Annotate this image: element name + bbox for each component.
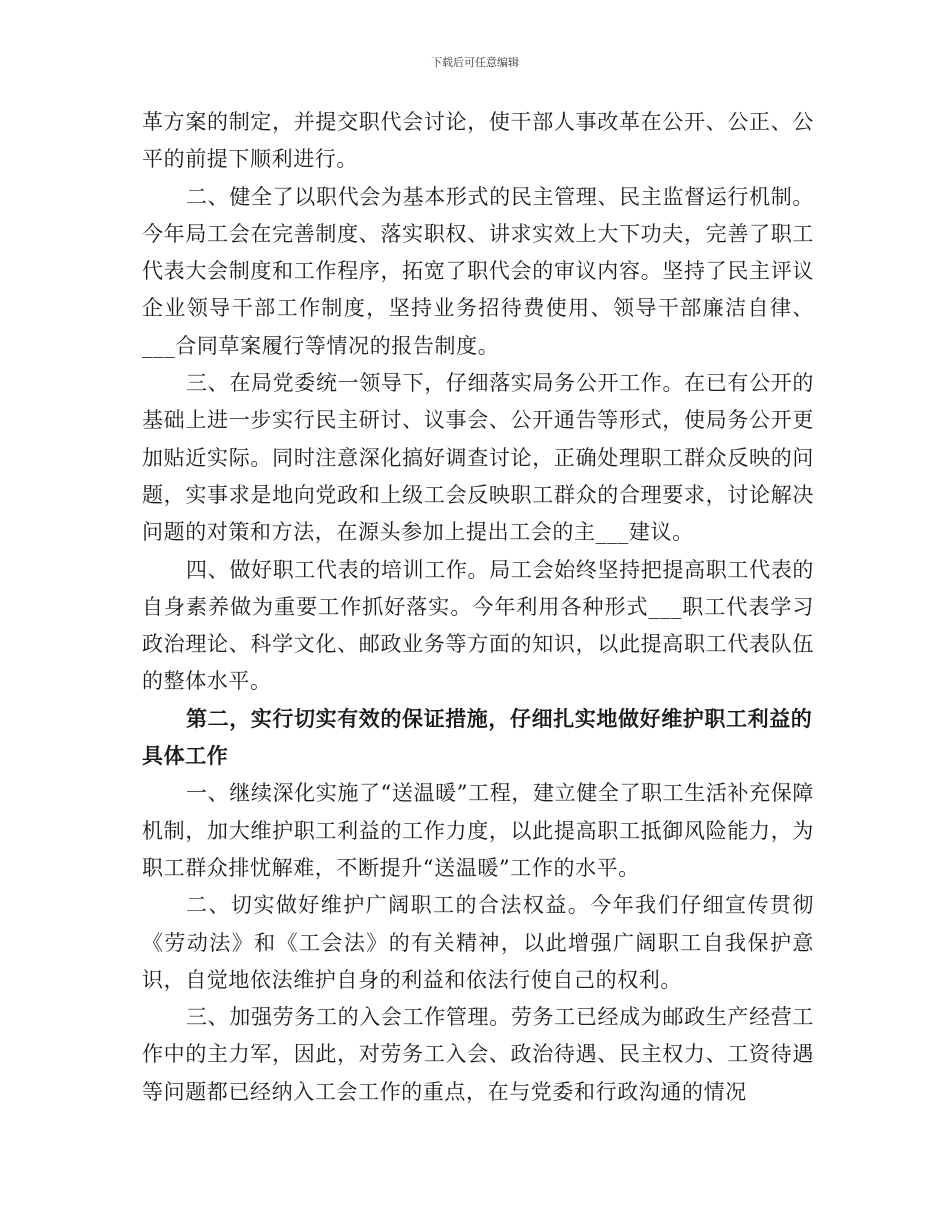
paragraph-continuation: 革方案的制定，并提交职代会讨论，使干部人事改革在公开、公正、公平的前提下顺利进行。 xyxy=(142,110,814,172)
paragraph-warmth-project: 一、继续深化实施了“送温暖”工程，建立健全了职工生活补充保障机制，加大维护职工利益的工作力度，以此提高职工抵御风险能力，为职工群众排忧解难，不断提升“送温暖”工作的水平。 xyxy=(142,781,814,880)
paragraph-bureau-affairs-disclosure: 三、在局党委统一领导下，仔细落实局务公开工作。在已有公开的基础上进一步实行民主研讨、议事会、公开通告等形式，使局务公开更加贴近实际。同时注意深化搞好调查讨论，正确处理职工群众反映的问题，实事求是地向党政和上级工会反映职工群众的合理要求，讨论解决问题的对策和方法，在源头参加上提出工会的主___建议。 xyxy=(142,371,814,545)
page-header-note: 下载后可任意编辑 xyxy=(431,56,519,69)
paragraph-labor-membership: 三、加强劳务工的入会工作管理。劳务工已经成为邮政生产经营工作中的主力军，因此，对劳务工入会、政治待遇、民主权力、工资待遇等问题都已经纳入工会工作的重点，在与党委和行政沟通的情况 xyxy=(142,1005,814,1104)
section-heading: 第二，实行切实有效的保证措施，仔细扎实地做好维护职工利益的具体工作 xyxy=(142,706,813,769)
paragraph-representative-training: 四、做好职工代表的培训工作。局工会始终坚持把提高职工代表的自身素养做为重要工作抓好落实。今年利用各种形式___职工代表学习政治理论、科学文化、邮政业务等方面的知识，以此提高职工代表队伍的整体水平。 xyxy=(142,557,814,694)
paragraph-legal-rights: 二、切实做好维护广阔职工的合法权益。今年我们仔细宣传贯彻《劳动法》和《工会法》的有关精神，以此增强广阔职工自我保护意识，自觉地依法维护自身的利益和依法行使自己的权利。 xyxy=(142,893,814,992)
document-body xyxy=(142,104,814,1111)
paragraph-democratic-management: 二、健全了以职代会为基本形式的民主管理、民主监督运行机制。今年局工会在完善制度、落实职权、讲求实效上大下功夫，完善了职工代表大会制度和工作程序，拓宽了职代会的审议内容。坚持了民主评议企业领导干部工作制度，坚持业务招待费使用、领导干部廉洁自律、___合同草案履行等情况的报告制度。 xyxy=(142,184,814,358)
